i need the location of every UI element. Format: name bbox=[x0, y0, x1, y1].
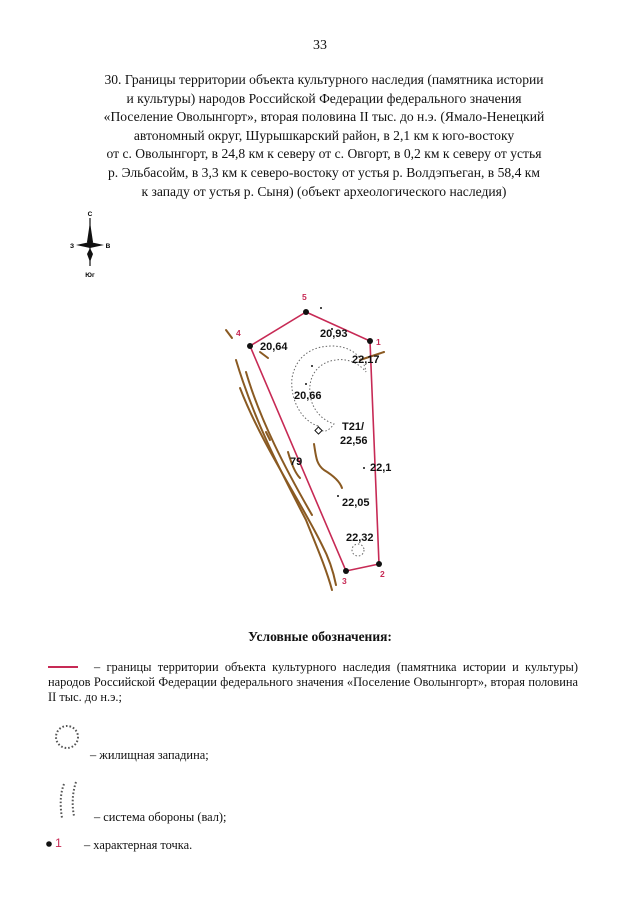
elevation-label: 20,66 bbox=[294, 390, 322, 402]
terrain-line bbox=[226, 330, 232, 338]
compass-east: В bbox=[105, 243, 111, 250]
heading-line: «Поселение Оволынгорт», вторая половина II тыс. до н.э. (Ямало-Ненецкий bbox=[103, 109, 545, 125]
elevation-label: 20,64 bbox=[260, 341, 288, 353]
heading-line: к западу от устья р. Сыня) (объект археологического наследия) bbox=[141, 183, 507, 199]
legend-point-text: – характерная точка. bbox=[84, 838, 193, 852]
point-symbol-icon bbox=[44, 839, 54, 849]
heading-line: 30. Границы территории объекта культурного наследия (памятника истории bbox=[104, 72, 544, 87]
elevation-label: 22,05 bbox=[342, 497, 370, 509]
compass-south: Юг bbox=[85, 272, 95, 279]
legend-dwelling-text: – жилищная западина; bbox=[90, 748, 209, 762]
page-number: 33 bbox=[313, 38, 327, 53]
elevation-label: 20,93 bbox=[320, 328, 348, 340]
elevation-label: Т21/ bbox=[342, 421, 365, 433]
elevation-label: 22,56 bbox=[340, 435, 368, 447]
point-label: 4 bbox=[236, 328, 241, 338]
pit-circle bbox=[352, 544, 364, 556]
dwelling-symbol-icon bbox=[50, 720, 84, 754]
elevation-label: 22,1 bbox=[370, 462, 392, 474]
elevation-label: 22,32 bbox=[346, 532, 374, 544]
defense-symbol-icon bbox=[54, 780, 84, 822]
benchmark-marker bbox=[315, 427, 322, 434]
boundary-point bbox=[303, 309, 309, 315]
point-label: 5 bbox=[302, 292, 307, 302]
elevation-label: 79 bbox=[290, 456, 303, 468]
heading-line: р. Эльбасойм, в 3,3 км к северо-востоку от устья р. Волдэпъеган, в 58,4 км bbox=[108, 164, 540, 180]
point-label: 1 bbox=[376, 337, 381, 347]
terrain-line bbox=[314, 444, 342, 488]
point-label: 3 bbox=[342, 576, 347, 586]
legend-title: Условные обозначения: bbox=[248, 629, 392, 644]
compass-north: С bbox=[87, 211, 93, 218]
legend-boundary-text: – границы территории объекта культурного наследия (памятника истории и культуры) народов Российской Федерации федерального значения «Поселение Оволынгорт», вторая половина II тыс. до н.э.; bbox=[48, 660, 578, 704]
legend-defense-text: – система обороны (вал); bbox=[94, 810, 227, 824]
legend-point-label: 1 bbox=[55, 836, 62, 850]
boundary-point bbox=[247, 343, 253, 349]
heading-line: от с. Оволынгорт, в 24,8 км к северу от с. Овгорт, в 0,2 км к северу от устья bbox=[106, 146, 542, 162]
point-label: 2 bbox=[380, 569, 385, 579]
heading-line: и культуры) народов Российской Федерации федерального значения bbox=[126, 90, 522, 106]
boundary-point bbox=[367, 338, 373, 344]
boundary-point bbox=[343, 568, 349, 574]
heading-line: автономный округ, Шурышкарский район, в 2,1 км к юго-востоку bbox=[133, 127, 515, 143]
boundary-point bbox=[376, 561, 382, 567]
compass-west: З bbox=[69, 243, 75, 250]
elevation-label: 22,17 bbox=[352, 354, 380, 366]
